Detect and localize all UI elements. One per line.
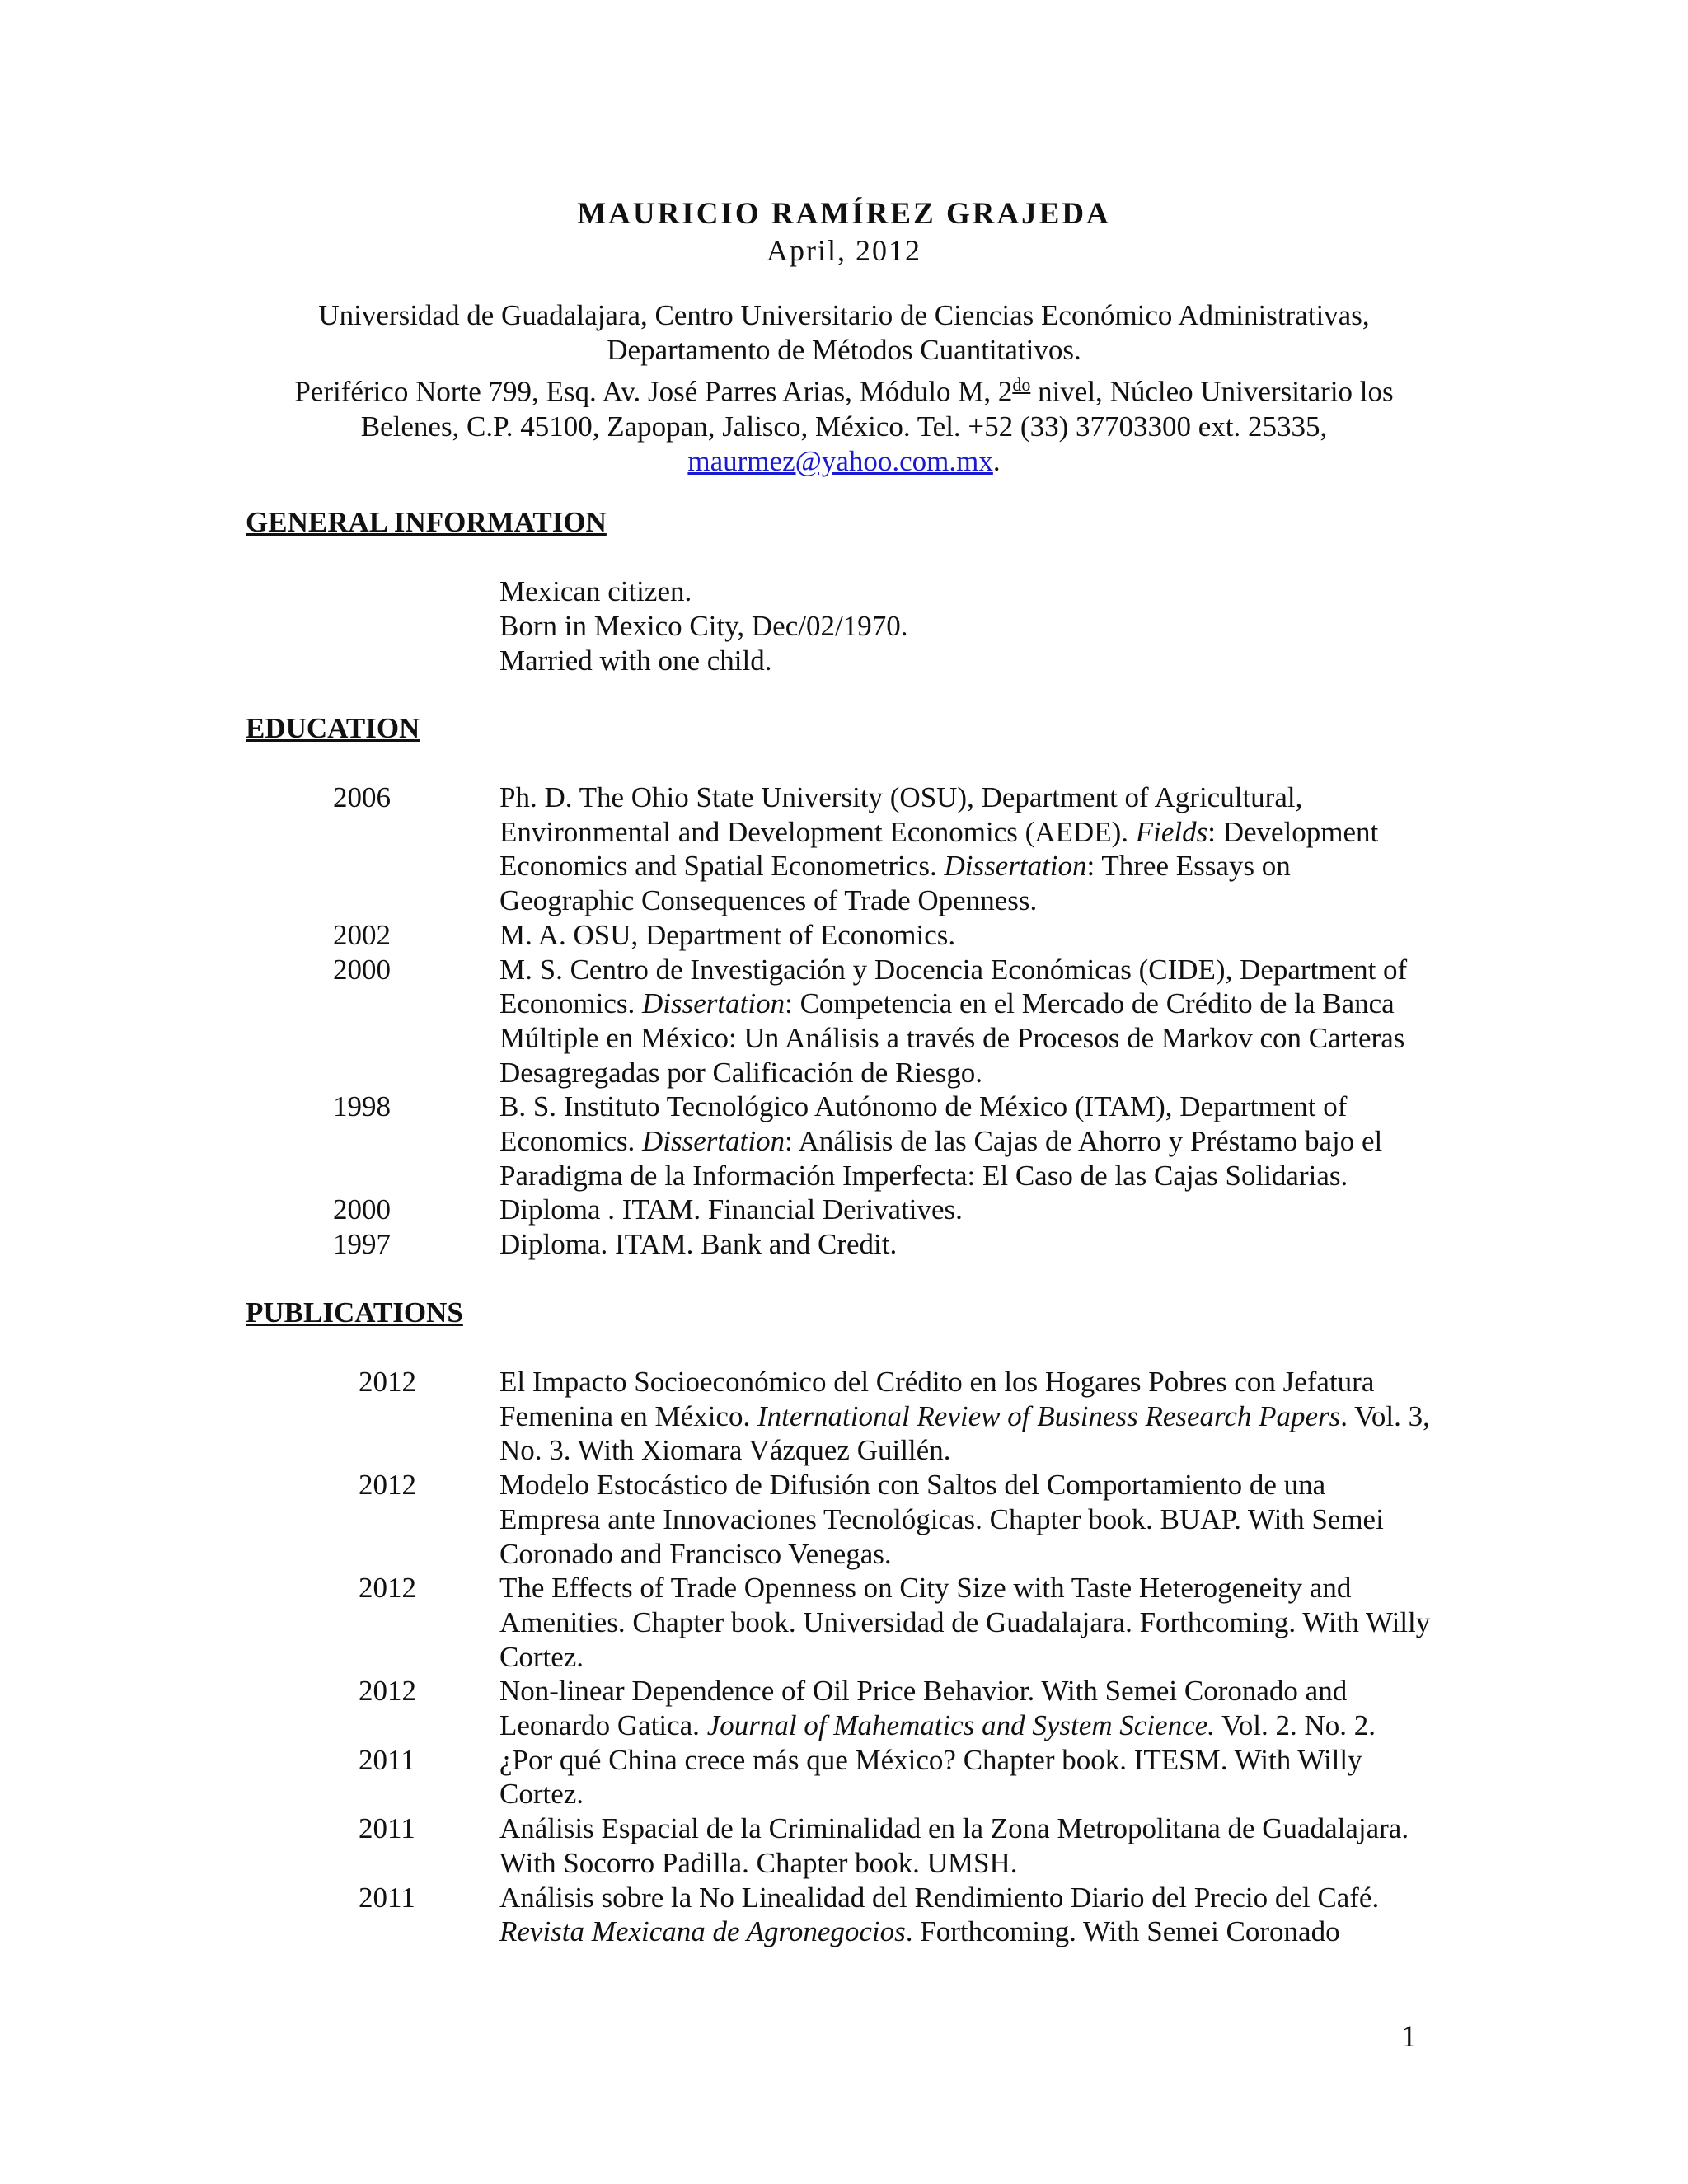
entry-segment: B. S. Instituto Tecnológico Autónomo de México (ITAM), Department of Economics. — [499, 1090, 1348, 1158]
entry-italic: Revista Mexicana de Agronegocios — [499, 1915, 906, 1948]
general-info-item: Born in Mexico City, Dec/02/1970. — [499, 610, 908, 642]
publications-entry — [0, 1881, 1688, 1949]
entry-year: 2000 — [333, 1193, 391, 1226]
entry-text — [499, 1674, 1431, 1742]
entry-text — [499, 1365, 1431, 1468]
entry-italic: Journal of Mahematics and System Science. — [706, 1709, 1215, 1742]
entry-text — [499, 780, 1431, 918]
entry-text — [499, 1811, 1431, 1880]
entry-segment: M. S. Centro de Investigación y Docencia Económicas (CIDE), Department of Economics. — [499, 953, 1408, 1020]
entry-year: 1997 — [333, 1228, 391, 1261]
entry-year: 2002 — [333, 918, 391, 951]
entry-year: 2006 — [333, 781, 391, 813]
entry-text — [499, 1090, 1431, 1193]
entry-segment: Vol. 2. No. 2. — [1214, 1709, 1376, 1742]
education-entry — [0, 1090, 1688, 1193]
entry-year: 2011 — [359, 1881, 415, 1914]
entry-italic: Dissertation — [642, 987, 785, 1020]
general-info-item: Married with one child. — [499, 644, 772, 677]
page-number: 1 — [1401, 2020, 1417, 2054]
entry-segment: Diploma . ITAM. Financial Derivatives. — [499, 1193, 963, 1226]
entry-year: 2011 — [359, 1812, 415, 1845]
section-heading-publications: PUBLICATIONS — [246, 1296, 463, 1329]
entry-segment: : Análisis de las Cajas de Ahorro y Préstamo bajo el Paradigma de la Información Imperfecta: El Caso de las Cajas Solidarias. — [499, 1125, 1383, 1192]
address-text: Periférico Norte 799, Esq. Av. José Parres Arias, Módulo M, 2 — [294, 375, 1013, 408]
entry-text — [499, 1193, 1431, 1227]
education-list — [0, 780, 1688, 1262]
publications-list — [0, 1365, 1688, 1949]
address-text: nivel, Núcleo Universitario los — [1030, 375, 1394, 408]
address-block — [0, 298, 1688, 479]
address-line: Belenes, C.P. 45100, Zapopan, Jalisco, México. Tel. +52 (33) 37703300 ext. 25335, — [360, 410, 1328, 443]
entry-segment: Diploma. ITAM. Bank and Credit. — [499, 1228, 898, 1261]
entry-segment: : Three Essays on Geographic Consequences of Trade Openness. — [499, 850, 1291, 917]
entry-text — [499, 1227, 1431, 1262]
publications-entry — [0, 1811, 1688, 1880]
entry-text — [499, 1571, 1431, 1674]
education-entry — [0, 780, 1688, 918]
general-info-list — [499, 574, 907, 678]
entry-segment: : Development Economics and Spatial Econometrics. — [499, 815, 1379, 883]
education-entry — [0, 1193, 1688, 1227]
entry-segment: Ph. D. The Ohio State University (OSU), Department of Agricultural, Environmental and Development Economics (AEDE). — [499, 781, 1303, 848]
address-line: Departamento de Métodos Cuantitativos. — [607, 334, 1081, 366]
section-heading-general: GENERAL INFORMATION — [246, 506, 607, 538]
email-link[interactable]: maurmez@yahoo.com.mx — [687, 444, 993, 477]
general-info-item: Mexican citizen. — [499, 575, 692, 607]
email-line — [0, 444, 1688, 479]
cv-date: April, 2012 — [767, 234, 921, 267]
entry-italic: Fields — [1135, 815, 1208, 848]
address-line — [0, 368, 1688, 410]
entry-text — [499, 1881, 1431, 1949]
entry-italic: Dissertation — [944, 850, 1087, 883]
cv-name: MAURICIO RAMÍREZ GRAJEDA — [577, 197, 1111, 231]
entry-segment: The Effects of Trade Openness on City Size with Taste Heterogeneity and Amenities. Chapter book. Universidad de Guadalajara. Forthcoming. With Willy Cortez. — [499, 1572, 1431, 1673]
entry-segment: Non-linear Dependence of Oil Price Behavior. With Semei Coronado and Leonardo Gatica. — [499, 1675, 1348, 1742]
entry-text — [499, 1468, 1431, 1571]
publications-entry — [0, 1674, 1688, 1742]
entry-segment: El Impacto Socioeconómico del Crédito en los Hogares Pobres con Jefatura Femenina en México. — [499, 1366, 1375, 1432]
publications-entry — [0, 1468, 1688, 1571]
entry-segment: . Forthcoming. With Semei Coronado — [905, 1915, 1340, 1948]
entry-italic: International Review of Business Research Papers — [757, 1399, 1341, 1432]
superscript: do — [1012, 374, 1031, 395]
publications-entry — [0, 1743, 1688, 1811]
entry-year: 1998 — [333, 1090, 391, 1123]
education-entry — [0, 918, 1688, 953]
entry-year: 2012 — [359, 1469, 416, 1502]
entry-year: 2012 — [359, 1572, 416, 1605]
entry-year: 2012 — [359, 1366, 416, 1398]
entry-italic: Dissertation — [642, 1125, 785, 1158]
section-heading-education: EDUCATION — [246, 712, 420, 744]
entry-year: 2000 — [333, 953, 391, 986]
entry-text — [499, 953, 1431, 1090]
entry-year: 2012 — [359, 1675, 416, 1708]
publications-entry — [0, 1571, 1688, 1674]
entry-text — [499, 1743, 1431, 1811]
entry-segment: : Competencia en el Mercado de Crédito de la Banca Múltiple en México: Un Análisis a través de Procesos de Markov con Carteras Desagregadas por Calificación de Riesgo. — [499, 987, 1405, 1089]
entry-text — [499, 918, 1431, 953]
education-entry — [0, 953, 1688, 1090]
entry-segment: . Vol. 3, No. 3. With Xiomara Vázquez Guillén. — [499, 1399, 1430, 1467]
address-line: Universidad de Guadalajara, Centro Universitario de Ciencias Económico Administrativas, — [318, 299, 1370, 331]
entry-segment: M. A. OSU, Department of Economics. — [499, 918, 956, 951]
entry-segment: ¿Por qué China crece más que México? Chapter book. ITESM. With Willy Cortez. — [499, 1743, 1362, 1811]
entry-segment: Análisis Espacial de la Criminalidad en la Zona Metropolitana de Guadalajara. With Socorro Padilla. Chapter book. UMSH. — [499, 1812, 1409, 1879]
education-entry — [0, 1227, 1688, 1262]
entry-segment: Modelo Estocástico de Difusión con Saltos del Comportamiento de una Empresa ante Innovaciones Tecnológicas. Chapter book. BUAP. With Semei Coronado and Francisco Venegas. — [499, 1469, 1384, 1570]
publications-entry — [0, 1365, 1688, 1468]
email-period: . — [992, 444, 1001, 477]
entry-segment: Análisis sobre la No Linealidad del Rendimiento Diario del Precio del Café. — [499, 1881, 1380, 1914]
entry-year: 2011 — [359, 1743, 415, 1776]
